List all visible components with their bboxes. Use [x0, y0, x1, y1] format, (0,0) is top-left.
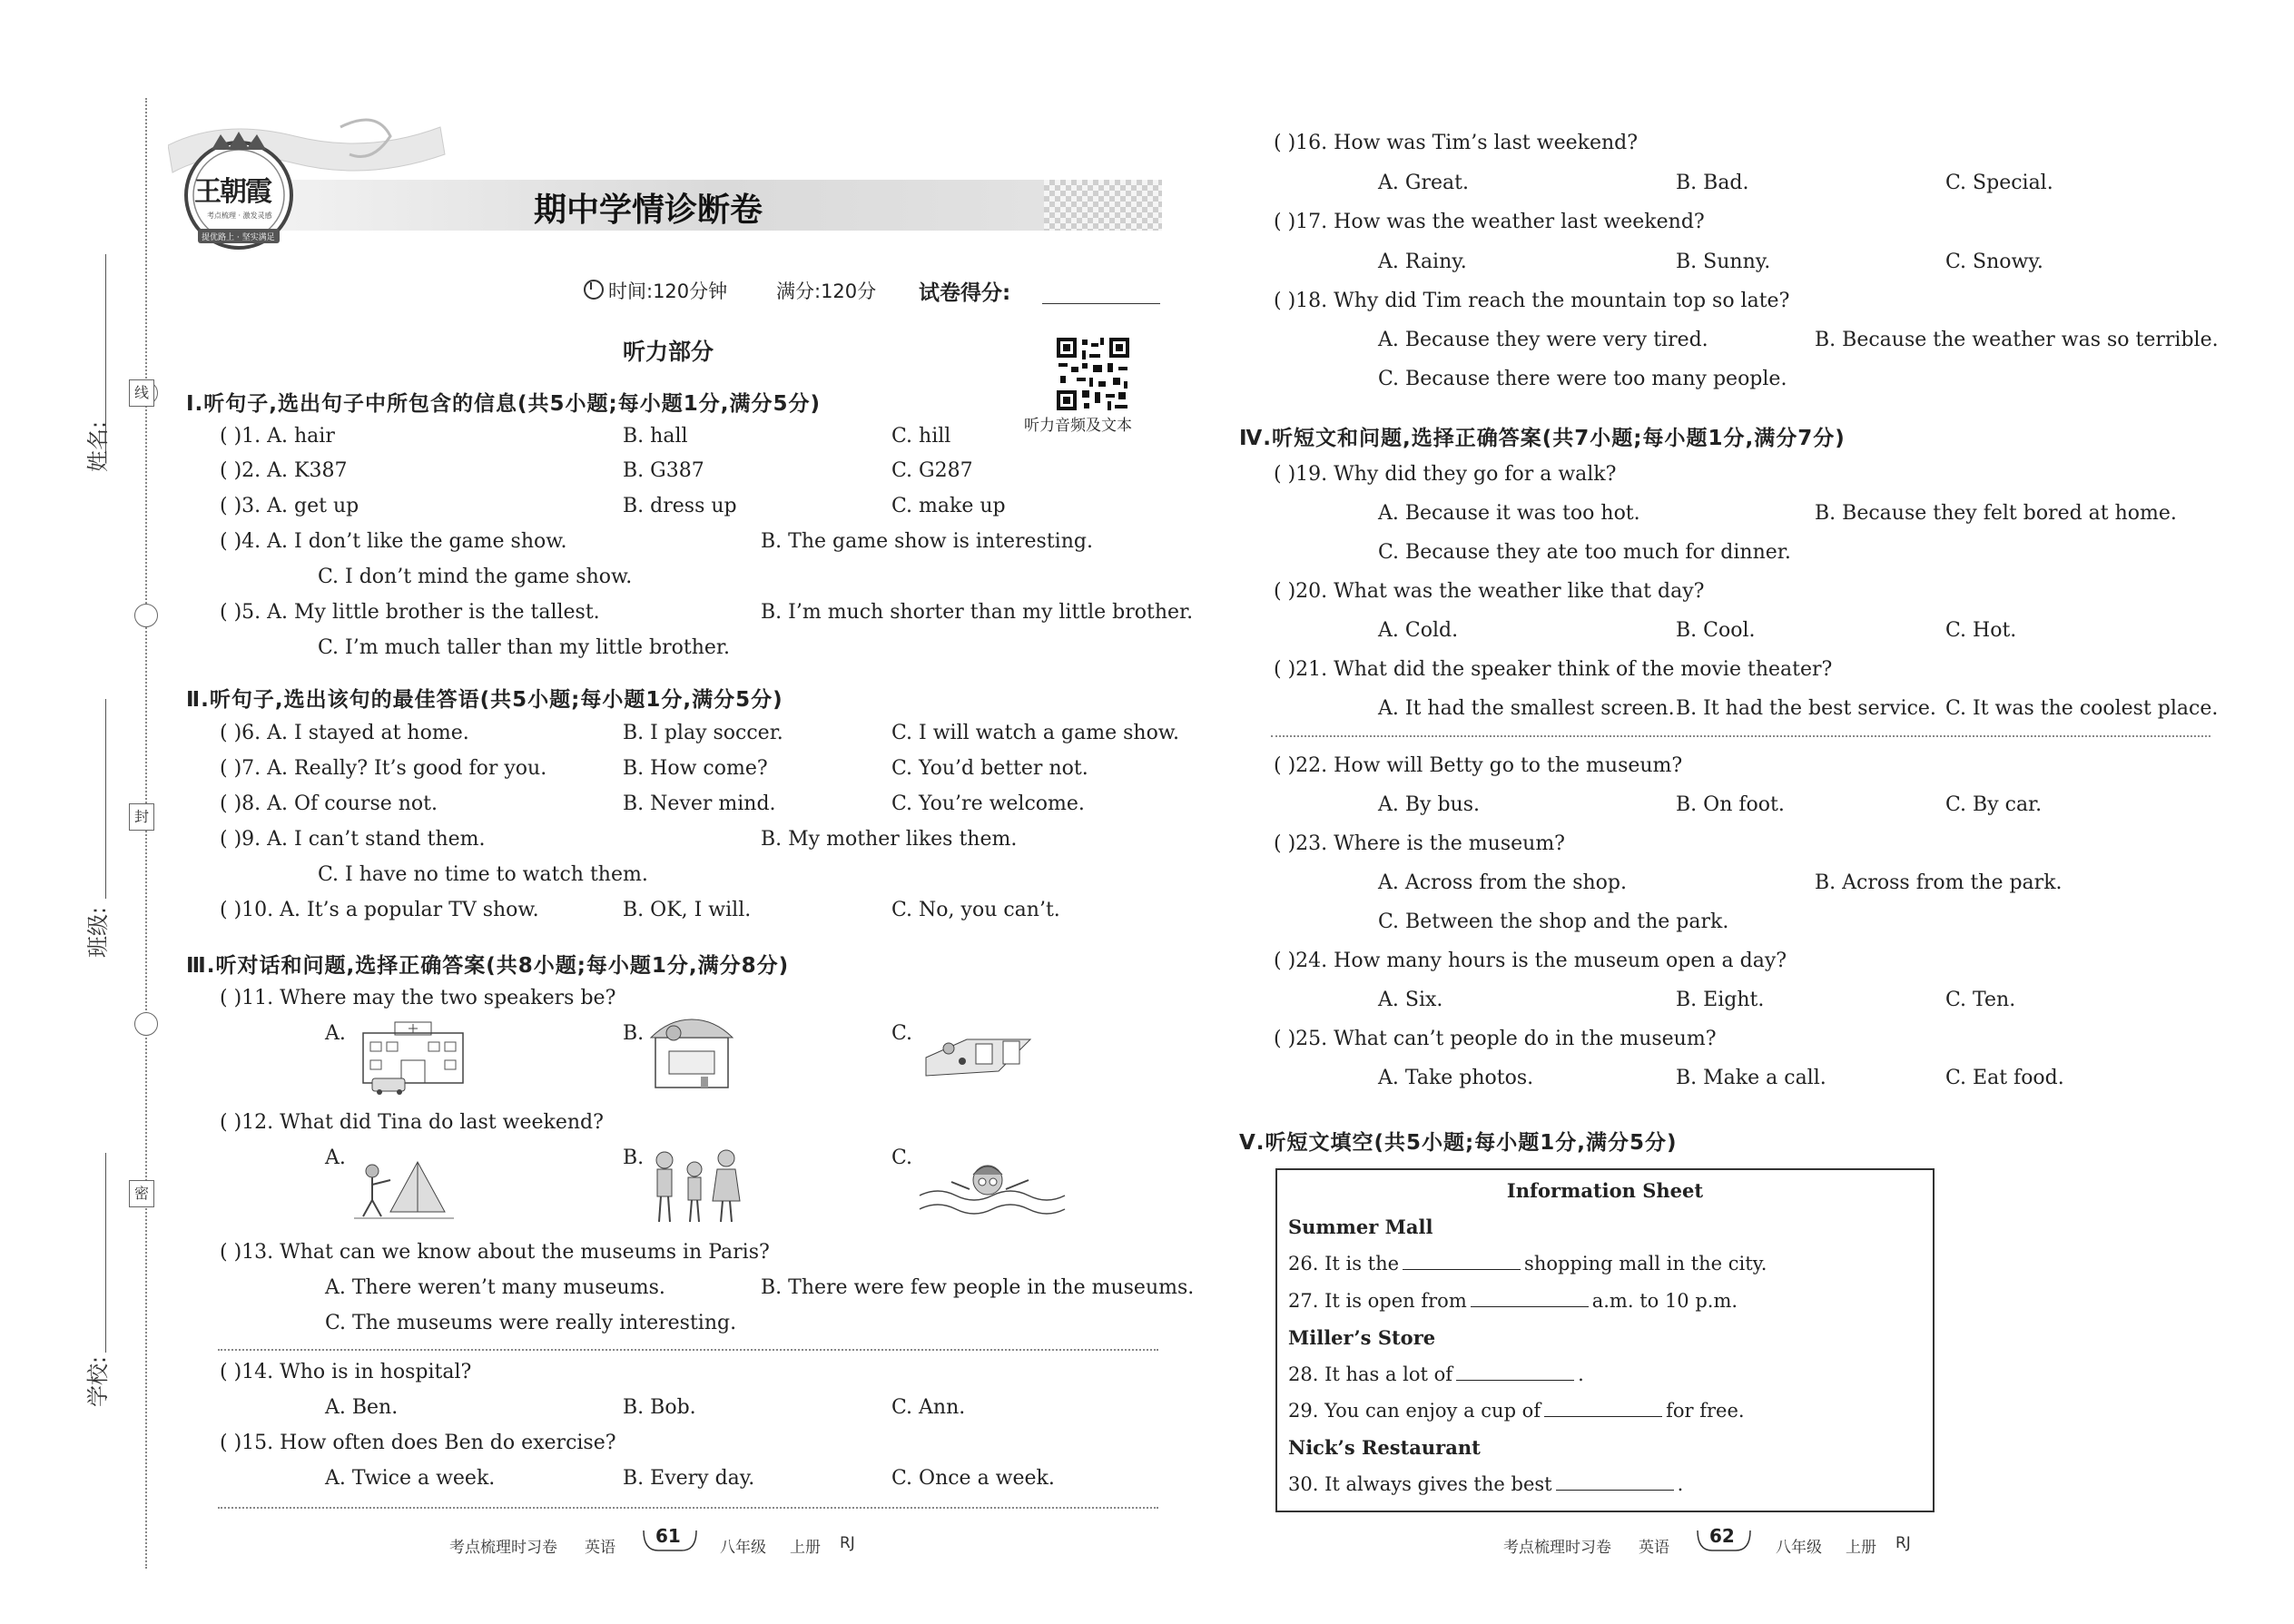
binding-circle	[134, 604, 158, 627]
footer-grade: 八年级	[720, 1539, 766, 1557]
q20-stem: ( )20. What was the weather like that day?	[1274, 580, 1705, 603]
page-number-left: 61	[655, 1525, 681, 1547]
q16-option-b: B. Bad.	[1676, 172, 1749, 194]
binding-circle	[134, 1012, 158, 1036]
swimming-picture	[915, 1146, 1069, 1227]
info-30-text: 30. It always gives the best	[1288, 1473, 1552, 1495]
footer-series: 考点梳理时习卷	[449, 1539, 557, 1557]
binding-close-mark: 密	[129, 1180, 154, 1207]
q6-option-c: C. I will watch a game show.	[891, 722, 1180, 744]
q16-option-a: A. Great.	[1378, 172, 1469, 194]
q1-stem: ( )1. A. hair	[220, 425, 335, 448]
info-26-text: 26. It is the	[1288, 1253, 1400, 1275]
page-number-right: 62	[1709, 1525, 1735, 1547]
footer-volume: 上册	[790, 1539, 821, 1557]
q24-option-a: A. Six.	[1378, 989, 1443, 1011]
q10-option-b: B. OK, I will.	[623, 899, 752, 921]
name-label: 姓名:	[85, 420, 111, 472]
q8-option-c: C. You’re welcome.	[891, 792, 1085, 815]
q6-option-b: B. I play soccer.	[623, 722, 783, 744]
exam-time: 时间:120分钟	[608, 281, 728, 302]
q12-option-a: A.	[325, 1147, 346, 1169]
q3-stem: ( )3. A. get up	[220, 495, 359, 517]
page-title: 期中学情诊断卷	[534, 192, 763, 229]
q12-option-c: C.	[891, 1147, 913, 1169]
q4-option-b: B. The game show is interesting.	[761, 530, 1093, 553]
q15-option-a: A. Twice a week.	[325, 1467, 496, 1490]
logo-slogan: 提优路上 · 坚实满足	[202, 233, 275, 242]
q11-option-c: C.	[891, 1022, 913, 1045]
footer-grade-right: 八年级	[1776, 1539, 1822, 1557]
clock-icon	[584, 280, 604, 300]
info-line-28	[1288, 1363, 1584, 1385]
q18-option-a: A. Because they were very tired.	[1378, 329, 1708, 351]
footer-volume-right: 上册	[1846, 1539, 1876, 1557]
q12-stem: ( )12. What did Tina do last weekend?	[220, 1111, 604, 1134]
section-divider	[218, 1349, 1158, 1351]
q5-option-b: B. I’m much shorter than my little brother.	[761, 601, 1194, 624]
info-heading-summer-mall: Summer Mall	[1288, 1216, 1433, 1238]
q9-option-c: C. I have no time to watch them.	[318, 863, 648, 886]
footer-edition-right: RJ	[1895, 1534, 1911, 1552]
q23-option-a: A. Across from the shop.	[1378, 871, 1627, 894]
info-heading-nicks-restaurant: Nick’s Restaurant	[1288, 1436, 1481, 1459]
q11-option-a: A.	[325, 1022, 346, 1045]
info-27-tail: a.m. to 10 p.m.	[1591, 1290, 1738, 1312]
hospital-picture	[345, 1015, 481, 1095]
q2-stem: ( )2. A. K387	[220, 459, 348, 482]
q24-stem: ( )24. How many hours is the museum open a day?	[1274, 950, 1787, 972]
info-line-26	[1288, 1253, 1767, 1275]
q9-stem: ( )9. A. I can’t stand them.	[220, 828, 486, 851]
info-26-tail: shopping mall in the city.	[1524, 1253, 1767, 1275]
q22-stem: ( )22. How will Betty go to the museum?	[1274, 754, 1683, 777]
q23-option-b: B. Across from the park.	[1815, 871, 2063, 894]
title-banner-pattern	[1044, 180, 1162, 231]
q13-stem: ( )13. What can we know about the museums in Paris?	[220, 1241, 770, 1264]
q13-option-a: A. There weren’t many museums.	[325, 1276, 665, 1299]
footer-subject-right: 英语	[1639, 1539, 1669, 1557]
answer-blank-26[interactable]	[1403, 1253, 1521, 1270]
q4-option-c: C. I don’t mind the game show.	[318, 566, 633, 588]
q19-option-c: C. Because they ate too much for dinner.	[1378, 541, 1791, 564]
q8-option-b: B. Never mind.	[623, 792, 776, 815]
q1-option-b: B. hall	[623, 425, 688, 448]
q9-option-b: B. My mother likes them.	[761, 828, 1018, 851]
q19-option-b: B. Because they felt bored at home.	[1815, 502, 2177, 525]
q25-stem: ( )25. What can’t people do in the museum?	[1274, 1028, 1717, 1050]
q17-option-a: A. Rainy.	[1378, 251, 1467, 273]
q25-option-b: B. Make a call.	[1676, 1067, 1826, 1089]
section-divider	[1271, 735, 2210, 737]
q14-option-c: C. Ann.	[891, 1396, 966, 1419]
q23-stem: ( )23. Where is the museum?	[1274, 832, 1565, 855]
q20-option-c: C. Hot.	[1945, 619, 2017, 642]
street-picture	[921, 1021, 1035, 1087]
class-label: 班级:	[85, 906, 111, 958]
section-5-heading: Ⅴ.听短文填空(共5小题;每小题1分,满分5分)	[1239, 1131, 1678, 1155]
q15-option-c: C. Once a week.	[891, 1467, 1055, 1490]
q3-option-c: C. make up	[891, 495, 1006, 517]
q12-option-b: B.	[623, 1147, 645, 1169]
shop-picture	[646, 1015, 737, 1098]
camping-picture	[350, 1144, 458, 1227]
q2-option-b: B. G387	[623, 459, 704, 482]
clock-hand	[590, 282, 592, 290]
information-sheet	[1275, 1168, 1935, 1512]
footer-series-right: 考点梳理时习卷	[1503, 1539, 1611, 1557]
logo-subtitle: 考点梳理 · 激发灵感	[207, 212, 272, 220]
binding-dotted-line	[145, 98, 147, 1569]
section-2-heading: Ⅱ.听句子,选出该句的最佳答语(共5小题;每小题1分,满分5分)	[186, 688, 783, 712]
q7-option-c: C. You’d better not.	[891, 757, 1088, 780]
q21-stem: ( )21. What did the speaker think of the movie theater?	[1274, 658, 1833, 681]
q11-option-b: B.	[623, 1022, 645, 1045]
q19-stem: ( )19. Why did they go for a walk?	[1274, 463, 1617, 486]
q11-stem: ( )11. Where may the two speakers be?	[220, 987, 616, 1009]
score-field[interactable]	[1042, 303, 1160, 304]
binding-seal-mark: 封	[129, 803, 154, 831]
q16-option-c: C. Special.	[1945, 172, 2053, 194]
q2-option-c: C. G287	[891, 459, 973, 482]
footer-subject: 英语	[585, 1539, 615, 1557]
qr-code-icon[interactable]	[1055, 336, 1131, 412]
q18-option-c: C. Because there were too many people.	[1378, 368, 1787, 390]
q4-stem: ( )4. A. I don’t like the game show.	[220, 530, 567, 553]
family-picture	[645, 1142, 753, 1229]
q24-option-c: C. Ten.	[1945, 989, 2016, 1011]
q22-option-c: C. By car.	[1945, 793, 2043, 816]
info-line-27	[1288, 1290, 1738, 1312]
q22-option-b: B. On foot.	[1676, 793, 1785, 816]
q17-option-c: C. Snowy.	[1945, 251, 2043, 273]
logo-text: 王朝霞	[194, 176, 271, 208]
q24-option-b: B. Eight.	[1676, 989, 1765, 1011]
q1-option-c: C. hill	[891, 425, 951, 448]
info-line-29	[1288, 1400, 1745, 1422]
q23-option-c: C. Between the shop and the park.	[1378, 910, 1729, 933]
q3-option-b: B. dress up	[623, 495, 737, 517]
info-28-tail: .	[1578, 1363, 1584, 1385]
q25-option-a: A. Take photos.	[1378, 1067, 1534, 1089]
answer-blank-28[interactable]	[1456, 1363, 1574, 1381]
full-score: 满分:120分	[776, 281, 877, 302]
answer-blank-29[interactable]	[1544, 1400, 1662, 1417]
section-1-heading: Ⅰ.听句子,选出句子中所包含的信息(共5小题;每小题1分,满分5分)	[186, 392, 822, 416]
q20-option-b: B. Cool.	[1676, 619, 1756, 642]
q6-stem: ( )6. A. I stayed at home.	[220, 722, 469, 744]
footer-edition: RJ	[840, 1534, 855, 1552]
section-4-heading: Ⅳ.听短文和问题,选择正确答案(共7小题;每小题1分,满分7分)	[1239, 427, 1846, 450]
q5-option-c: C. I’m much taller than my little brother.	[318, 636, 730, 659]
binding-cut-mark: 线	[129, 379, 154, 407]
q15-stem: ( )15. How often does Ben do exercise?	[220, 1432, 616, 1454]
q21-option-a: A. It had the smallest screen.	[1378, 697, 1675, 720]
q7-stem: ( )7. A. Really? It’s good for you.	[220, 757, 547, 780]
qr-caption: 听力音频及文本	[1024, 417, 1132, 435]
q18-option-b: B. Because the weather was so terrible.	[1815, 329, 2219, 351]
info-29-tail: for free.	[1666, 1400, 1745, 1422]
info-sheet-title: Information Sheet	[1506, 1179, 1704, 1202]
q15-option-b: B. Every day.	[623, 1467, 755, 1490]
score-label: 试卷得分:	[919, 281, 1011, 305]
q16-stem: ( )16. How was Tim’s last weekend?	[1274, 132, 1639, 154]
q14-option-a: A. Ben.	[325, 1396, 399, 1419]
q13-option-b: B. There were few people in the museums.	[761, 1276, 1195, 1299]
q21-option-c: C. It was the coolest place.	[1945, 697, 2219, 720]
school-label: 学校:	[85, 1355, 111, 1407]
q8-stem: ( )8. A. Of course not.	[220, 792, 438, 815]
q7-option-b: B. How come?	[623, 757, 768, 780]
info-29-text: 29. You can enjoy a cup of	[1288, 1400, 1541, 1422]
info-27-text: 27. It is open from	[1288, 1290, 1467, 1312]
class-fill-line	[105, 699, 106, 899]
q20-option-a: A. Cold.	[1378, 619, 1459, 642]
q25-option-c: C. Eat food.	[1945, 1067, 2064, 1089]
q13-option-c: C. The museums were really interesting.	[325, 1312, 737, 1334]
q10-stem: ( )10. A. It’s a popular TV show.	[220, 899, 539, 921]
q5-stem: ( )5. A. My little brother is the tallest.	[220, 601, 600, 624]
section-3-heading: Ⅲ.听对话和问题,选择正确答案(共8小题;每小题1分,满分8分)	[186, 954, 790, 978]
q17-option-b: B. Sunny.	[1676, 251, 1771, 273]
answer-blank-30[interactable]	[1556, 1473, 1674, 1491]
q18-stem: ( )18. Why did Tim reach the mountain top so late?	[1274, 290, 1790, 312]
info-heading-millers-store: Miller’s Store	[1288, 1326, 1436, 1349]
q14-stem: ( )14. Who is in hospital?	[220, 1361, 472, 1383]
q21-option-b: B. It had the best service.	[1676, 697, 1936, 720]
section-divider	[218, 1507, 1158, 1509]
q19-option-a: A. Because it was too hot.	[1378, 502, 1640, 525]
info-line-30	[1288, 1473, 1683, 1495]
q14-option-b: B. Bob.	[623, 1396, 696, 1419]
q17-stem: ( )17. How was the weather last weekend?	[1274, 211, 1705, 233]
q22-option-a: A. By bus.	[1378, 793, 1480, 816]
answer-blank-27[interactable]	[1471, 1290, 1589, 1307]
school-fill-line	[105, 1153, 106, 1353]
listening-part-heading: 听力部分	[623, 339, 714, 365]
q10-option-c: C. No, you can’t.	[891, 899, 1060, 921]
info-30-tail: .	[1677, 1473, 1684, 1495]
info-28-text: 28. It has a lot of	[1288, 1363, 1453, 1385]
